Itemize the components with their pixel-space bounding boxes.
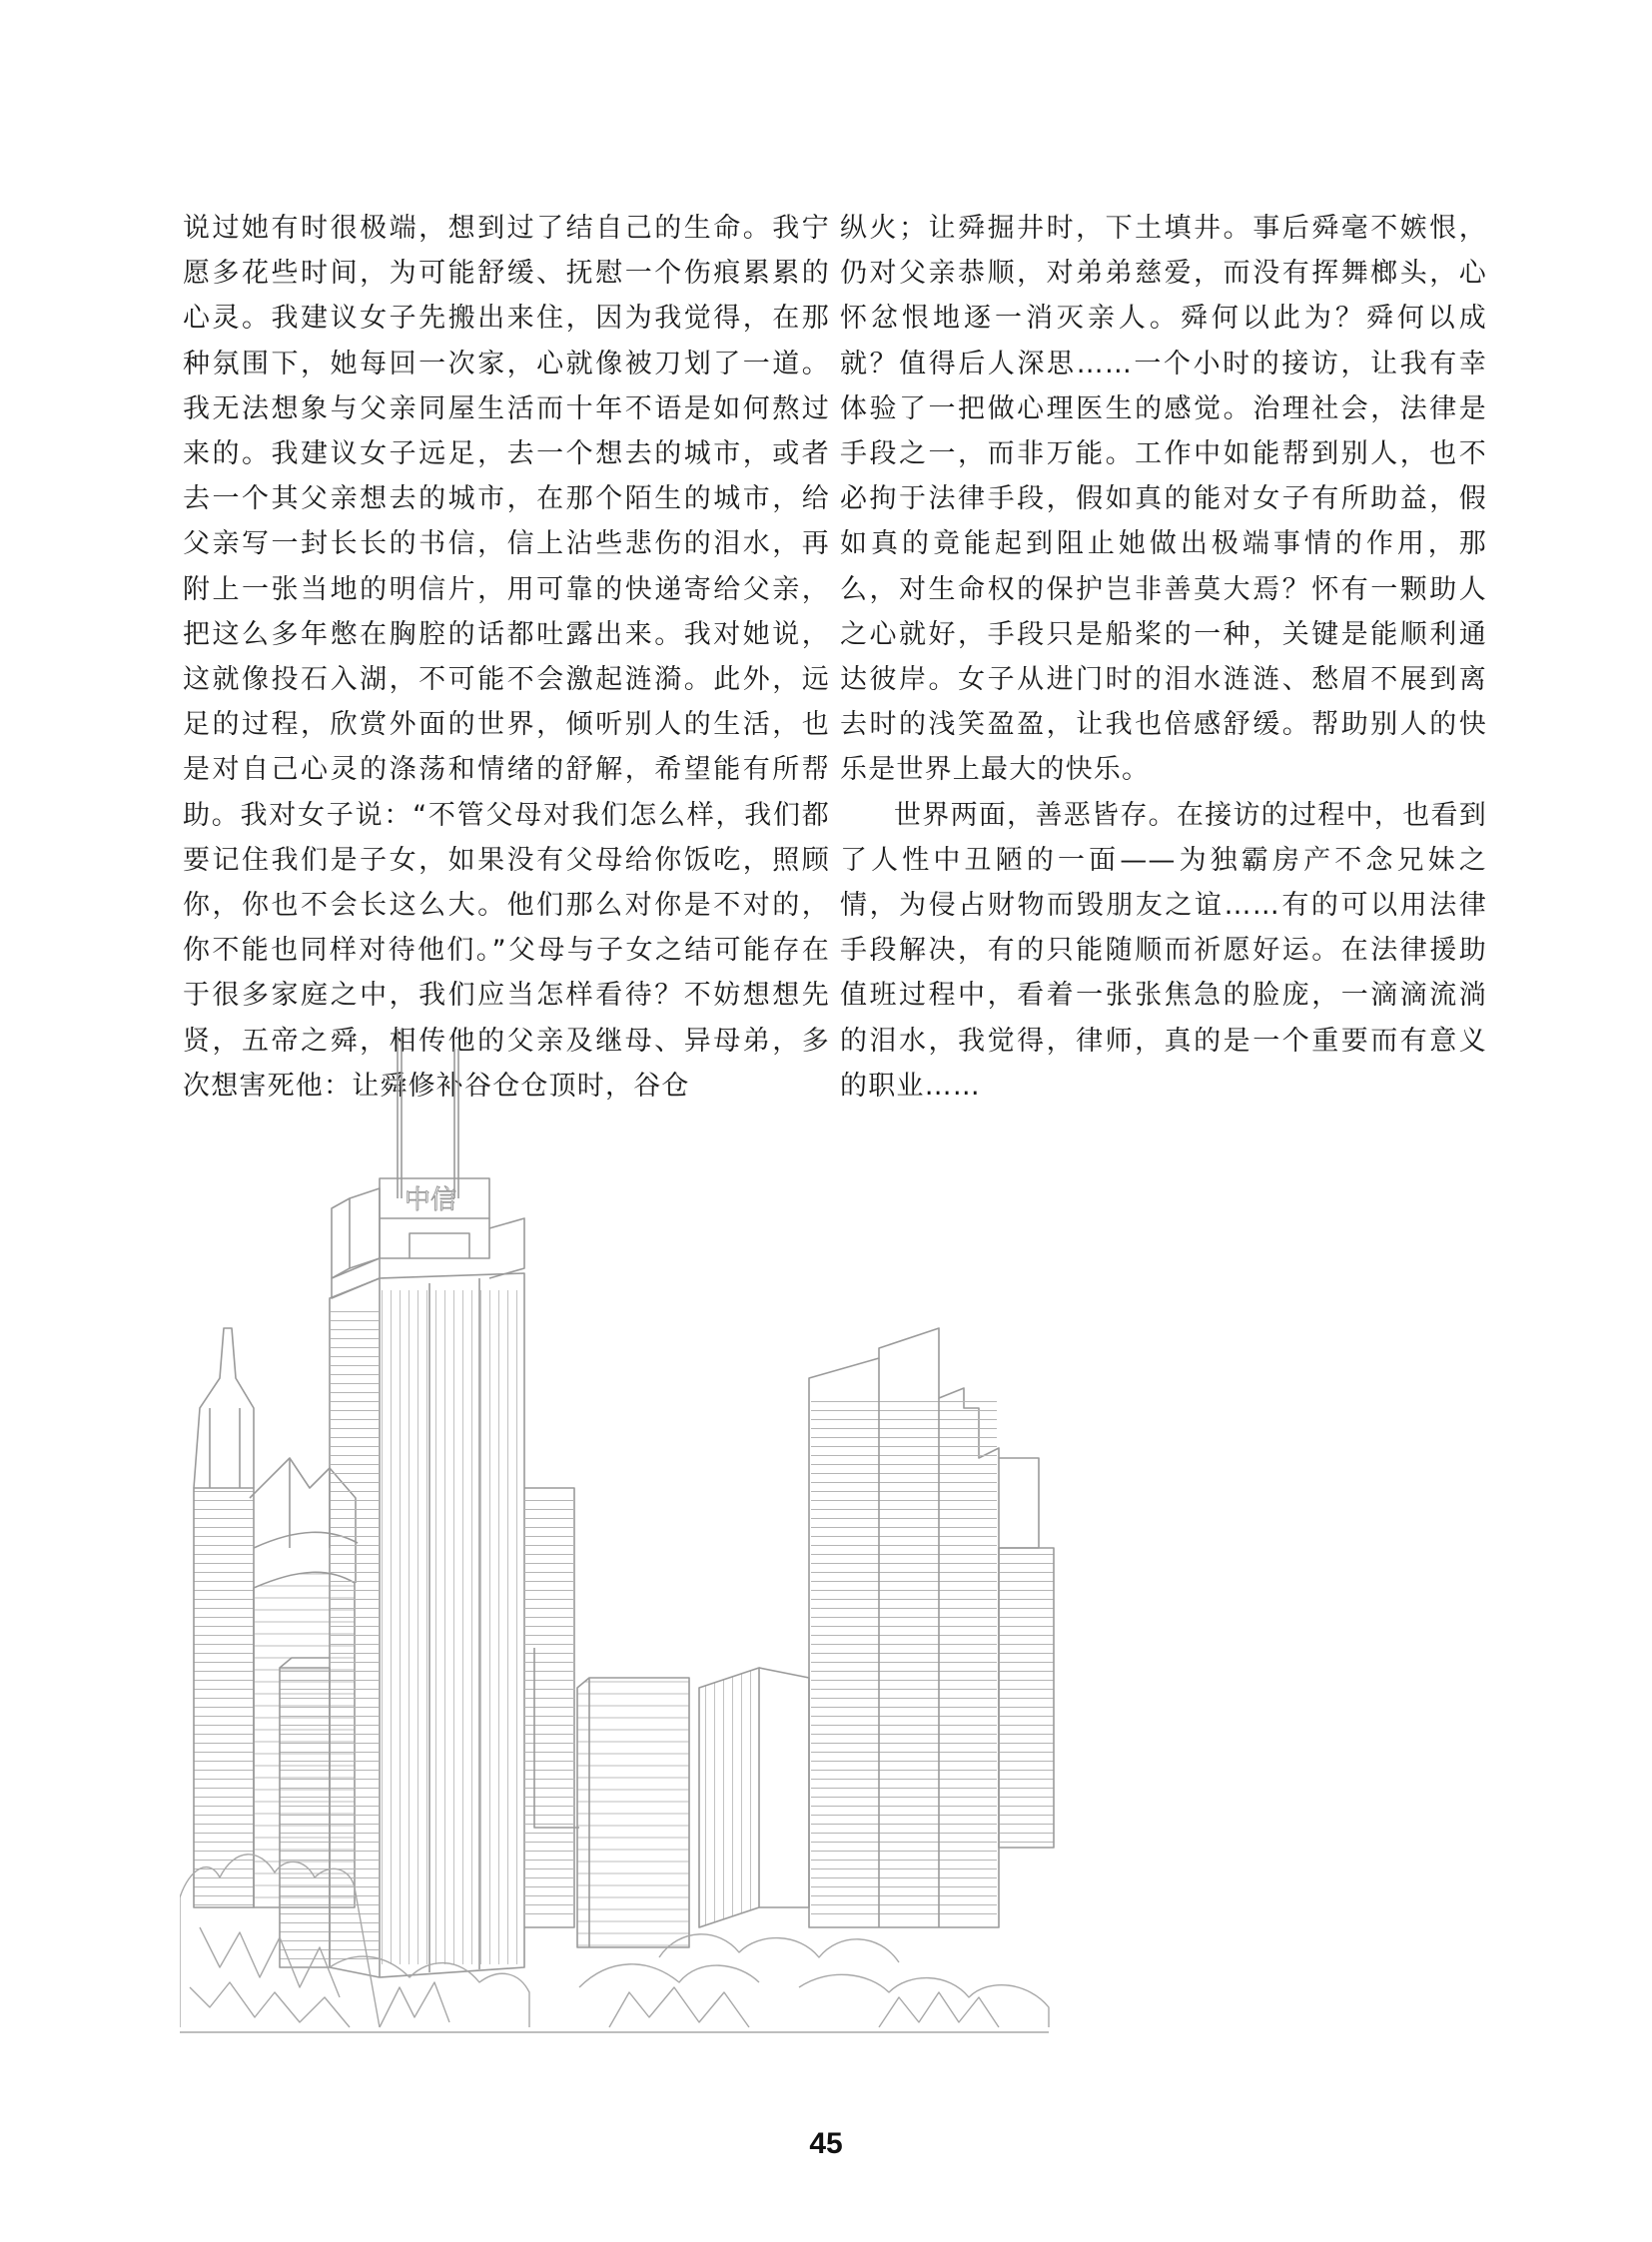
- narrow-left-building: [280, 1658, 330, 1967]
- central-tower: [330, 1029, 524, 1977]
- right-low-building: [699, 1668, 809, 1927]
- article-paragraph: 世界两面，善恶皆存。在接访的过程中，也看到了人性中丑陋的一面——为独霸房产不念兄妹之情，为侵占财物而毁朋友之谊……有的可以用法律手段解决，有的只能随顺而祈愿好运。在法律援助值班过程中，看着一张张焦急的脸庞，一滴滴流淌的泪水，我觉得，律师，真的是一个重要而有意义的职业……: [840, 799, 1487, 1102]
- right-tall-building: [809, 1328, 1054, 1927]
- small-central-building: [534, 1648, 579, 1828]
- article-column-left: [183, 206, 830, 1109]
- tower-sign: 中信: [405, 1185, 457, 1215]
- page-number: 45: [809, 2127, 843, 2160]
- city-skyline-illustration: [180, 1029, 1468, 2037]
- article-paragraph: 说过她有时很极端，想到过了结自己的生命。我宁愿多花些时间，为可能舒缓、抚慰一个伤痕累累的心灵。我建议女子先搬出来住，因为我觉得，在那种氛围下，她每回一次家，心就像被刀划了一道。我无法想象与父亲同屋生活而十年不语是如何熬过来的。我建议女子远足，去一个想去的城市，或者去一个其父亲想去的城市，在那个陌生的城市，给父亲写一封长长的书信，信上沾些悲伤的泪水，再附上一张当地的明信片，用可靠的快递寄给父亲，把这么多年憋在胸腔的话都吐露出来。我对她说，这就像投石入湖，不可能不会激起涟漪。此外，远足的过程，欣赏外面的世界，倾听别人的生活，也是对自己心灵的涤荡和情绪的舒解，希望能有所帮助。我对女子说：“不管父母对我们怎么样，我们都要记住我们是子女，如果没有父母给你饭吃，照顾你，你也不会长这么大。他们那么对你是不对的，你不能也同样对待他们。”父母与子女之结可能存在于很多家庭之中，我们应当怎样看待？不妨想想先贤，五帝之舜，相传他的父亲及继母、异母弟，多次想害死他：让舜修补谷仓仓顶时，谷仓: [183, 213, 830, 1102]
- article-paragraph: 纵火；让舜掘井时，下土填井。事后舜毫不嫉恨，仍对父亲恭顺，对弟弟慈爱，而没有挥舞榔头，心怀忿恨地逐一消灭亲人。舜何以此为？舜何以成就？值得后人深思……一个小时的接访，让我有幸体验了一把做心理医生的感觉。治理社会，法律是手段之一，而非万能。工作中如能帮到别人，也不必拘于法律手段，假如真的能对女子有所助益，假如真的竟能起到阻止她做出极端事情的作用，那么，对生命权的保护岂非善莫大焉？怀有一颗助人之心就好，手段只是船桨的一种，关键是能顺利通达彼岸。女子从进门时的泪水涟涟、愁眉不展到离去时的浅笑盈盈，让我也倍感舒缓。帮助别人的快乐是世界上最大的快乐。: [840, 213, 1487, 786]
- article-column-right: [840, 206, 1487, 1109]
